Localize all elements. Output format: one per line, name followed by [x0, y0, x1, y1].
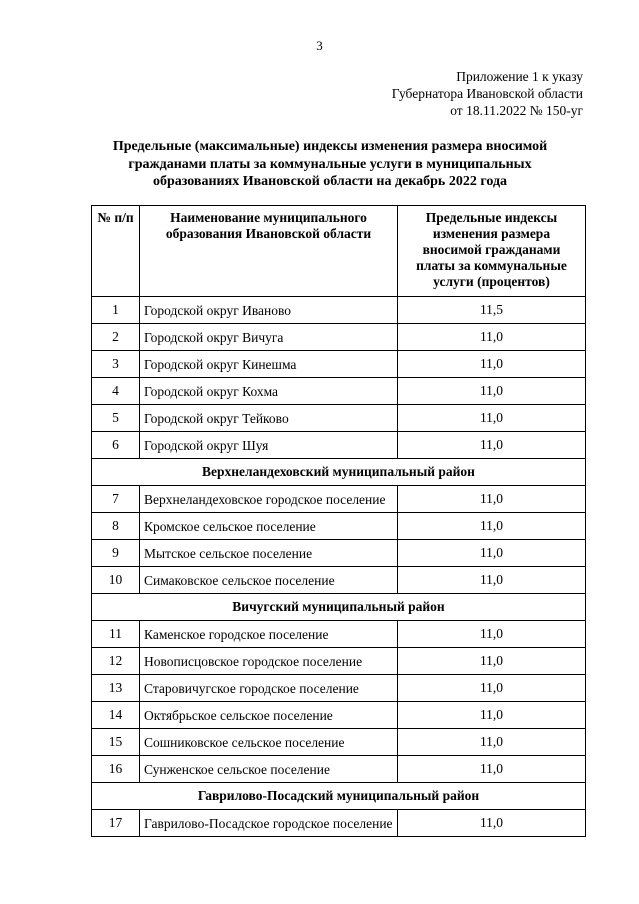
row-number: 1 [92, 297, 140, 324]
table-row [92, 297, 586, 324]
row-number: 6 [92, 432, 140, 459]
municipality-name: Новописцовское городское поселение [140, 648, 398, 675]
municipality-name: Городской округ Кохма [140, 378, 398, 405]
row-number: 8 [92, 513, 140, 540]
municipality-name: Верхнеландеховское городское поселение [140, 486, 398, 513]
table-row [92, 621, 586, 648]
index-value: 11,0 [398, 378, 586, 405]
row-number: 2 [92, 324, 140, 351]
table-row [92, 324, 586, 351]
municipality-name: Городской округ Вичуга [140, 324, 398, 351]
header-municipality: Наименование муниципального образования Ивановской области [140, 206, 398, 297]
table-row [92, 486, 586, 513]
section-title: Вичугский муниципальный район [92, 594, 586, 621]
municipality-name: Октябрьское сельское поселение [140, 702, 398, 729]
municipality-name: Старовичугское городское поселение [140, 675, 398, 702]
document-title: Предельные (максимальные) индексы изменения размера вносимой гражданами платы за коммунальные услуги в муниципальных образованиях Ивановской области на декабрь 2022 года [112, 139, 548, 189]
row-number: 5 [92, 405, 140, 432]
section-title: Гаврилово-Посадский муниципальный район [92, 783, 586, 810]
table-row [92, 513, 586, 540]
table-row [92, 405, 586, 432]
municipality-name: Симаковское сельское поселение [140, 567, 398, 594]
index-value: 11,0 [398, 702, 586, 729]
index-value: 11,0 [398, 540, 586, 567]
header-index: Предельные индексы изменения размера вносимой гражданами платы за коммунальные услуги (процентов) [398, 206, 586, 297]
table-section-row [92, 594, 586, 621]
appendix-line-2: Губернатора Ивановской области [391, 86, 583, 101]
index-value: 11,0 [398, 432, 586, 459]
index-value: 11,0 [398, 621, 586, 648]
row-number: 16 [92, 756, 140, 783]
municipality-name: Сунженское сельское поселение [140, 756, 398, 783]
index-table [91, 205, 586, 837]
row-number: 14 [92, 702, 140, 729]
municipality-name: Гаврилово-Посадское городское поселение [140, 810, 398, 837]
row-number: 17 [92, 810, 140, 837]
row-number: 7 [92, 486, 140, 513]
row-number: 12 [92, 648, 140, 675]
appendix-block [392, 68, 583, 119]
municipality-name: Городской округ Кинешма [140, 351, 398, 378]
index-value: 11,0 [398, 756, 586, 783]
index-value: 11,0 [398, 351, 586, 378]
table-header-row [92, 206, 586, 297]
table-row [92, 756, 586, 783]
municipality-name: Кромское сельское поселение [140, 513, 398, 540]
row-number: 9 [92, 540, 140, 567]
page-number: 3 [316, 38, 323, 53]
index-value: 11,0 [398, 810, 586, 837]
table-row [92, 810, 586, 837]
index-value: 11,0 [398, 324, 586, 351]
municipality-name: Сошниковское сельское поселение [140, 729, 398, 756]
table-row [92, 648, 586, 675]
table-section-row [92, 459, 586, 486]
appendix-line-1: Приложение 1 к указу [456, 69, 583, 84]
appendix-line-3: от 18.11.2022 № 150-уг [450, 103, 583, 118]
index-value: 11,0 [398, 648, 586, 675]
row-number: 10 [92, 567, 140, 594]
table-row [92, 432, 586, 459]
row-number: 13 [92, 675, 140, 702]
row-number: 15 [92, 729, 140, 756]
table-row [92, 378, 586, 405]
index-value: 11,5 [398, 297, 586, 324]
row-number: 3 [92, 351, 140, 378]
table-row [92, 567, 586, 594]
header-number: № п/п [92, 206, 140, 297]
table-section-row [92, 783, 586, 810]
municipality-name: Мытское сельское поселение [140, 540, 398, 567]
row-number: 11 [92, 621, 140, 648]
municipality-name: Каменское городское поселение [140, 621, 398, 648]
municipality-name: Городской округ Шуя [140, 432, 398, 459]
index-value: 11,0 [398, 729, 586, 756]
index-value: 11,0 [398, 675, 586, 702]
table-row [92, 702, 586, 729]
table-row [92, 351, 586, 378]
table-row [92, 675, 586, 702]
row-number: 4 [92, 378, 140, 405]
index-value: 11,0 [398, 513, 586, 540]
municipality-name: Городской округ Тейково [140, 405, 398, 432]
municipality-name: Городской округ Иваново [140, 297, 398, 324]
table-row [92, 540, 586, 567]
index-value: 11,0 [398, 486, 586, 513]
index-value: 11,0 [398, 405, 586, 432]
index-value: 11,0 [398, 567, 586, 594]
section-title: Верхнеландеховский муниципальный район [92, 459, 586, 486]
table-row [92, 729, 586, 756]
table-body [92, 297, 586, 837]
